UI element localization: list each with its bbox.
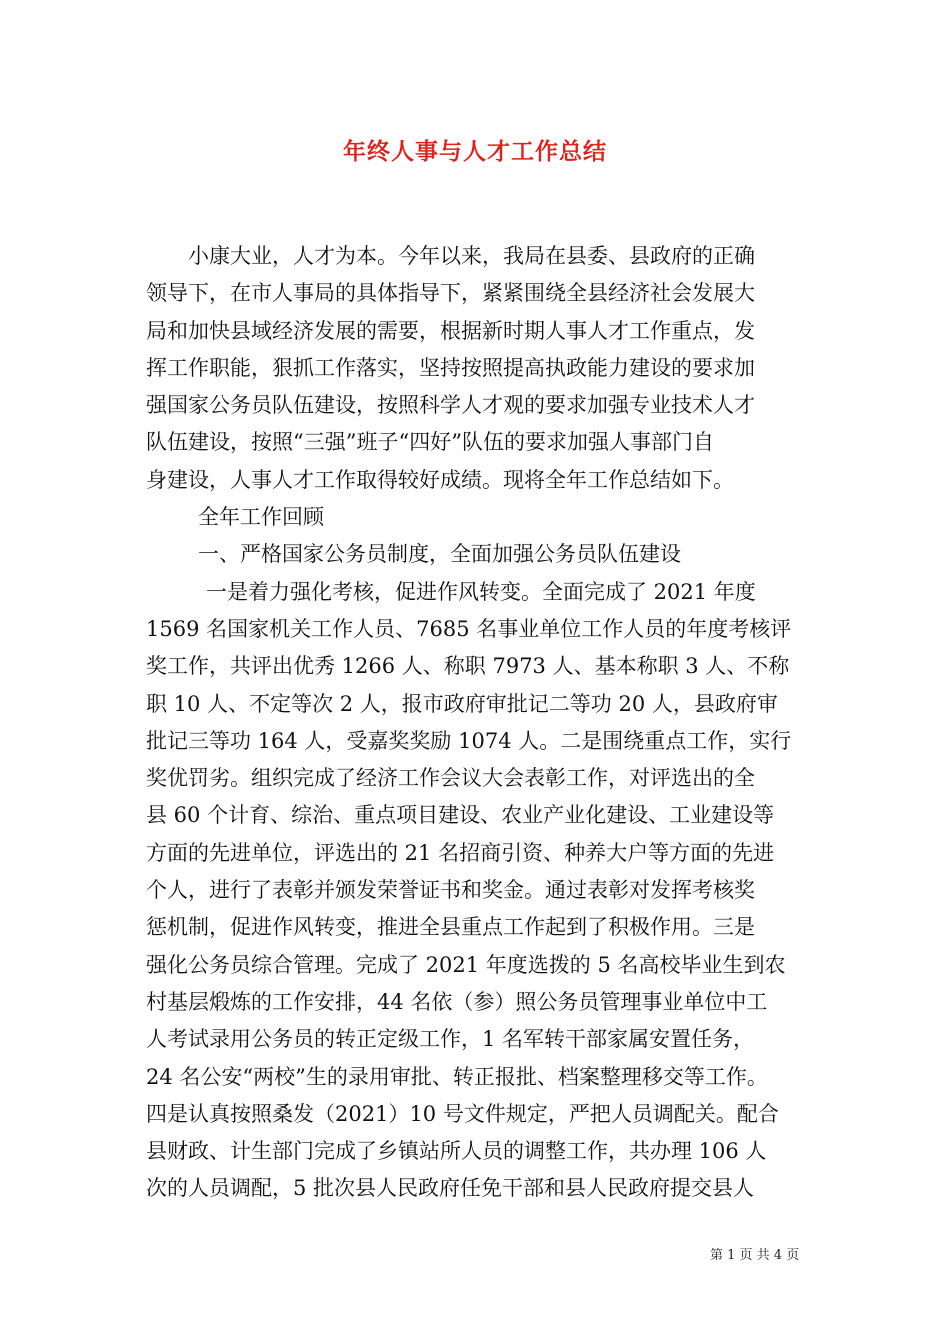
text-line: 职 10 人、不定等次 2 人，报市政府审批记二等功 20 人，县政府审	[146, 691, 778, 716]
text-line: 县财政、计生部门完成了乡镇站所人员的调整工作，共办理 106 人	[146, 1139, 767, 1164]
page-number: 第 1 页 共 4 页	[710, 1248, 800, 1263]
text-line: 次的人员调配，5 批次县人民政府任免干部和县人民政府提交县人	[146, 1176, 755, 1201]
text-line: 奖优罚劣。组织完成了经济工作会议大会表彰工作，对评选出的全	[146, 766, 755, 791]
text-line: 一是着力强化考核，促进作风转变。全面完成了 2021 年度	[206, 579, 756, 604]
text-line: 人考试录用公务员的转正定级工作，1 名军转干部家属安置任务，	[146, 1027, 755, 1052]
text-line: 村基层煅炼的工作安排，44 名依（参）照公务员管理事业单位中工	[146, 989, 768, 1014]
document-title: 年终人事与人才工作总结	[343, 138, 607, 165]
text-line: 队伍建设，按照“三强”班子“四好”队伍的要求加强人事部门自	[146, 430, 714, 455]
text-line: 奖工作，共评出优秀 1266 人、称职 7973 人、基本称职 3 人、不称	[146, 654, 790, 679]
text-line: 强国家公务员队伍建设，按照科学人才观的要求加强专业技术人才	[146, 393, 755, 418]
text-line: 县 60 个计育、综治、重点项目建设、农业产业化建设、工业建设等	[146, 803, 775, 828]
text-line: 方面的先进单位，评选出的 21 名招商引资、种养大户等方面的先进	[146, 840, 775, 865]
text-line: 四是认真按照桑发（2021）10 号文件规定，严把人员调配关。配合	[146, 1101, 779, 1126]
text-line: 批记三等功 164 人，受嘉奖奖励 1074 人。二是围绕重点工作，实行	[146, 728, 792, 753]
document-body	[146, 238, 814, 1208]
text-line: 挥工作职能，狠抓工作落实，坚持按照提高执政能力建设的要求加	[146, 355, 755, 380]
text-line: 小康大业，人才为本。今年以来，我局在县委、县政府的正确	[188, 244, 755, 268]
section-heading: 一、严格国家公务员制度，全面加强公务员队伍建设	[198, 542, 681, 567]
text-line: 个人，进行了表彰并颁发荣誉证书和奖金。通过表彰对发挥考核奖	[146, 878, 755, 903]
text-line: 局和加快县域经济发展的需要，根据新时期人事人才工作重点，发	[146, 318, 755, 343]
section-heading: 全年工作回顾	[198, 505, 324, 530]
text-line: 领导下，在市人事局的具体指导下，紧紧围绕全县经济社会发展大	[146, 281, 755, 306]
text-line: 惩机制，促进作风转变，推进全县重点工作起到了积极作用。三是	[146, 915, 755, 940]
text-line: 24 名公安“两校”生的录用审批、转正报批、档案整理移交等工作。	[146, 1064, 768, 1089]
text-line: 强化公务员综合管理。完成了 2021 年度选拨的 5 名高校毕业生到农	[146, 952, 786, 977]
text-line: 1569 名国家机关工作人员、7685 名事业单位工作人员的年度考核评	[146, 616, 792, 641]
text-line: 身建设，人事人才工作取得较好成绩。现将全年工作总结如下。	[146, 467, 734, 492]
